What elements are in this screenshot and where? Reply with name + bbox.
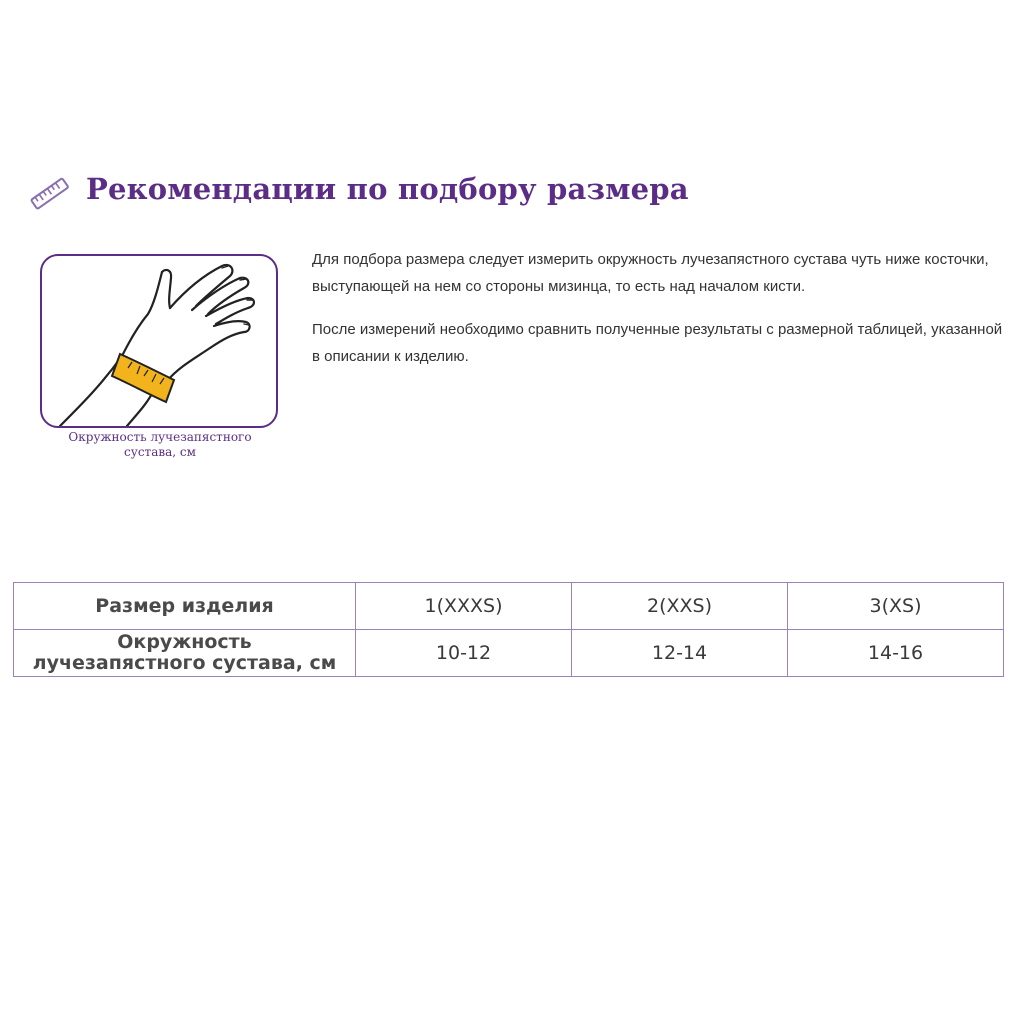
table-row-sizes xyxy=(14,583,1004,630)
page-title: Рекомендации по подбору размера xyxy=(86,172,689,206)
circumference-label-line-2: лучезапястного сустава, см xyxy=(32,652,337,674)
ruler-icon xyxy=(28,174,72,214)
circumference-label-cell xyxy=(14,630,356,677)
description-paragraph-2: После измерений необходимо сравнить полученные результаты с размерной таблицей, указанной в описании к изделию. xyxy=(312,321,1003,365)
circumference-cell: 10-12 xyxy=(356,630,572,677)
size-table xyxy=(13,582,1004,677)
caption-line-1: Окружность лучезапястного xyxy=(68,430,252,444)
description xyxy=(312,246,1012,386)
size-label: Размер изделия xyxy=(95,594,274,617)
caption-line-2: сустава, см xyxy=(124,445,196,459)
wrist-measure-illustration xyxy=(42,256,276,426)
circumference-cell: 14-16 xyxy=(788,630,1004,677)
size-cell: 1(XXXS) xyxy=(356,583,572,630)
size-cell: 3(XS) xyxy=(788,583,1004,630)
illustration-caption xyxy=(40,430,280,460)
circumference-cell: 12-14 xyxy=(572,630,788,677)
size-label-cell xyxy=(14,583,356,630)
description-paragraph-1: Для подбора размера следует измерить окружность лучезапястного сустава чуть ниже косточки, выступающей на нем со стороны мизинца, то есть над началом кисти. xyxy=(312,251,989,295)
table-row-circumference xyxy=(14,630,1004,677)
size-cell: 2(XXS) xyxy=(572,583,788,630)
circumference-label-line-1: Окружность xyxy=(117,631,252,653)
wrist-illustration-card xyxy=(40,254,278,428)
